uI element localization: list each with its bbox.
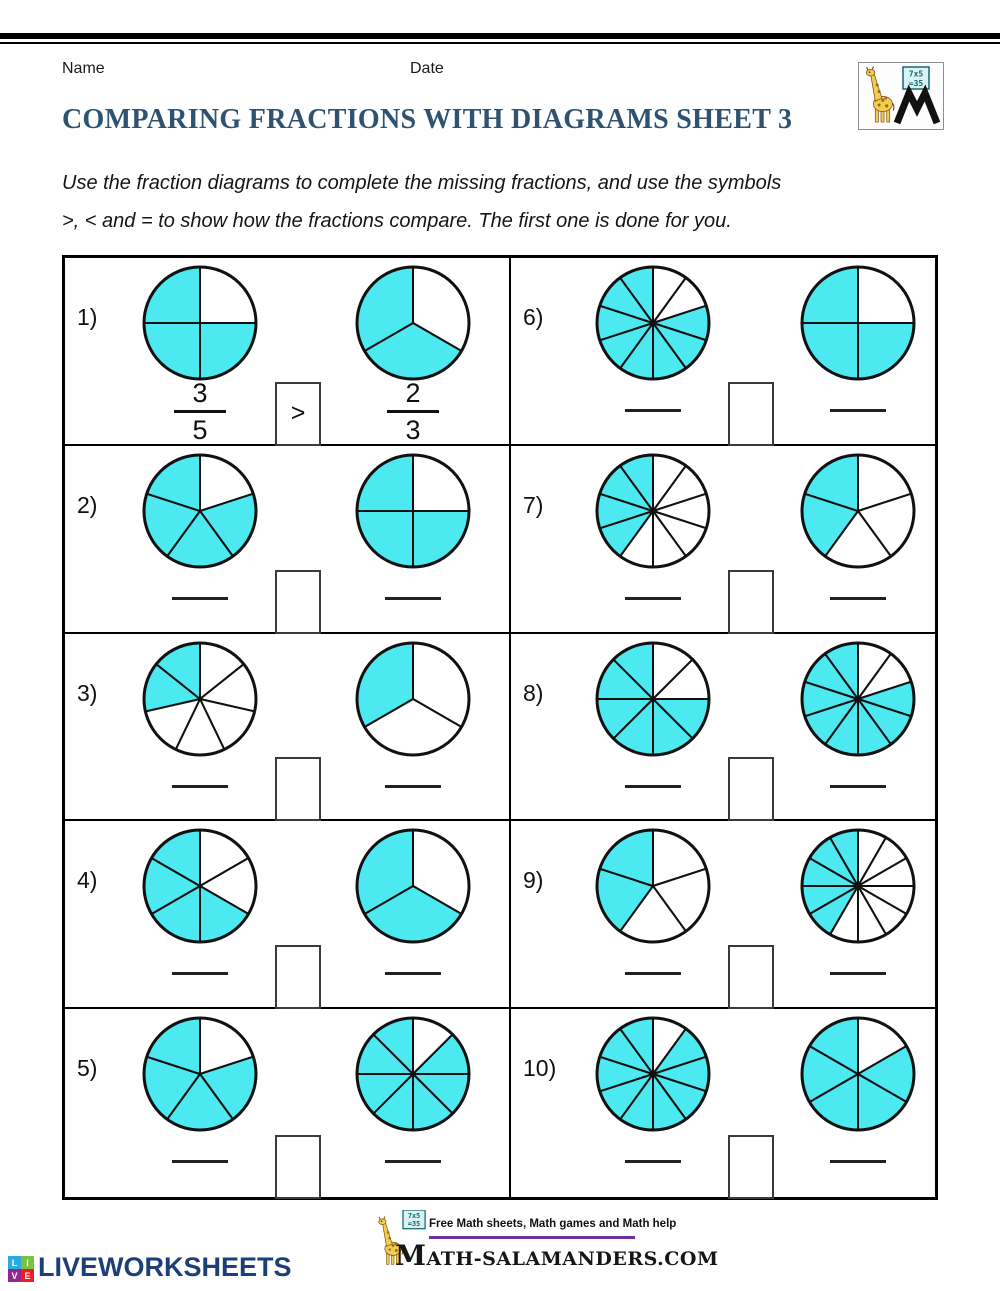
fraction-diagram bbox=[353, 826, 473, 946]
fraction-answer-blank[interactable] bbox=[625, 785, 681, 788]
fraction-numerator: 2 bbox=[405, 378, 421, 408]
top-rule-thick bbox=[0, 33, 1000, 39]
fraction-pie bbox=[593, 1014, 713, 1134]
problem-number: 6) bbox=[523, 304, 544, 330]
problem-cell bbox=[65, 821, 511, 1007]
problems-table bbox=[62, 255, 938, 1200]
math-salamanders-corner-logo bbox=[858, 62, 944, 130]
problem-cell bbox=[65, 1009, 511, 1197]
fraction-bar bbox=[387, 410, 439, 413]
problem-number: 3) bbox=[77, 679, 98, 706]
problem-number: 9) bbox=[523, 867, 544, 894]
fraction-answer-blank[interactable] bbox=[830, 1160, 886, 1163]
fraction-pie bbox=[140, 451, 260, 571]
fraction-diagram bbox=[593, 1014, 713, 1134]
brand-tile-e: E bbox=[21, 1269, 34, 1282]
svg-text:=35: =35 bbox=[407, 1220, 421, 1229]
comparison-answer-box[interactable] bbox=[275, 945, 321, 1009]
comparison-answer-box[interactable] bbox=[275, 570, 321, 634]
fraction-diagram bbox=[593, 451, 713, 571]
fraction-denominator: 3 bbox=[405, 415, 421, 445]
brand-tile-v: V bbox=[8, 1269, 21, 1282]
fraction-pie bbox=[798, 451, 918, 571]
problem-cell bbox=[511, 821, 935, 1007]
fraction-pie bbox=[353, 451, 473, 571]
fraction-answer-blank[interactable] bbox=[172, 785, 228, 788]
fraction-answer-blank[interactable] bbox=[830, 409, 886, 412]
instructions-line-2: >, < and = to show how the fractions compare. The first one is done for you. bbox=[62, 210, 732, 232]
fraction-diagram bbox=[798, 451, 918, 571]
problem-number: 7) bbox=[523, 491, 544, 518]
fraction-pie bbox=[593, 451, 713, 571]
fraction-diagram bbox=[353, 263, 473, 383]
footer-tagline: Free Math sheets, Math games and Math help bbox=[429, 1218, 677, 1230]
problem-number: 2) bbox=[77, 491, 98, 518]
fraction-answer-blank[interactable] bbox=[385, 785, 441, 788]
fraction-pie bbox=[593, 263, 713, 383]
fraction-answer-blank[interactable] bbox=[625, 972, 681, 975]
fraction-answer-blank[interactable] bbox=[172, 972, 228, 975]
fraction-pie bbox=[140, 263, 260, 383]
comparison-answer-box[interactable] bbox=[728, 1135, 774, 1199]
fraction-diagram bbox=[140, 451, 260, 571]
fraction-answer-blank[interactable] bbox=[385, 1160, 441, 1163]
problem-row bbox=[65, 258, 935, 446]
comparison-answer-box[interactable] bbox=[728, 570, 774, 634]
fraction-pie bbox=[798, 1014, 918, 1134]
date-label: Date bbox=[410, 60, 444, 77]
fraction-answer-blank[interactable] bbox=[172, 597, 228, 600]
fraction-diagram bbox=[353, 451, 473, 571]
problem-row bbox=[65, 1009, 935, 1197]
problem-row bbox=[65, 634, 935, 822]
fraction-answer-blank[interactable] bbox=[172, 1160, 228, 1163]
fraction-diagram bbox=[593, 639, 713, 759]
fraction-diagram bbox=[798, 263, 918, 383]
fraction-diagram bbox=[140, 826, 260, 946]
instructions-line-1: Use the fraction diagrams to complete the missing fractions, and use the symbols bbox=[62, 172, 782, 194]
fraction-pie bbox=[353, 1014, 473, 1134]
fraction-pie bbox=[593, 826, 713, 946]
problem-cell bbox=[511, 634, 935, 820]
problem-number: 4) bbox=[77, 867, 98, 894]
problem-cell bbox=[511, 258, 935, 444]
svg-text:7x5: 7x5 bbox=[407, 1212, 421, 1221]
svg-text:7x5: 7x5 bbox=[908, 69, 924, 79]
name-label: Name bbox=[62, 60, 105, 77]
salamanders-m-icon bbox=[897, 93, 937, 123]
math-salamanders-footer-logo bbox=[375, 1210, 719, 1272]
fraction-pie bbox=[140, 826, 260, 946]
problem-row bbox=[65, 821, 935, 1009]
brand-tile-i: I bbox=[21, 1256, 34, 1269]
comparison-symbol: > bbox=[290, 399, 306, 428]
sum-board-icon bbox=[403, 1210, 425, 1229]
fraction-diagram bbox=[140, 1014, 260, 1134]
comparison-answer-box bbox=[275, 382, 321, 446]
fraction-answer-blank[interactable] bbox=[385, 972, 441, 975]
problem-cell bbox=[511, 1009, 935, 1197]
fraction-denominator: 5 bbox=[192, 415, 208, 445]
fraction-diagram bbox=[798, 1014, 918, 1134]
fraction-answer-blank[interactable] bbox=[625, 1160, 681, 1163]
problem-cell bbox=[65, 258, 511, 444]
giraffe-icon bbox=[866, 66, 894, 122]
fraction-answer-blank[interactable] bbox=[830, 597, 886, 600]
fraction-diagram bbox=[593, 826, 713, 946]
fraction-diagram bbox=[798, 639, 918, 759]
fraction-numerator: 3 bbox=[192, 378, 208, 408]
fraction-pie bbox=[798, 639, 918, 759]
problem-number: 10) bbox=[523, 1055, 557, 1082]
svg-text:=35: =35 bbox=[908, 79, 924, 88]
problem-cell bbox=[65, 446, 511, 632]
fraction-label bbox=[383, 379, 443, 444]
comparison-answer-box[interactable] bbox=[275, 1135, 321, 1199]
fraction-answer-blank[interactable] bbox=[830, 972, 886, 975]
fraction-pie bbox=[140, 639, 260, 759]
comparison-answer-box[interactable] bbox=[728, 382, 774, 446]
fraction-diagram bbox=[140, 263, 260, 383]
fraction-answer-blank[interactable] bbox=[625, 409, 681, 412]
fraction-pie bbox=[353, 263, 473, 383]
problem-number: 5) bbox=[77, 1055, 98, 1082]
footer-site-text: MATH-SALAMANDERS.COM bbox=[395, 1239, 719, 1272]
fraction-diagram bbox=[593, 263, 713, 383]
fraction-answer-blank[interactable] bbox=[385, 597, 441, 600]
fraction-diagram bbox=[140, 639, 260, 759]
fraction-pie bbox=[798, 263, 918, 383]
comparison-answer-box[interactable] bbox=[275, 757, 321, 821]
problem-row bbox=[65, 446, 935, 634]
problem-cell bbox=[65, 634, 511, 820]
fraction-diagram bbox=[353, 639, 473, 759]
fraction-diagram bbox=[798, 826, 918, 946]
problem-number: 8) bbox=[523, 679, 544, 706]
fraction-pie bbox=[798, 826, 918, 946]
top-rule-thin bbox=[0, 42, 1000, 44]
fraction-pie bbox=[353, 826, 473, 946]
fraction-pie bbox=[140, 1014, 260, 1134]
liveworksheets-wordmark: LIVEWORKSHEETS bbox=[38, 1252, 292, 1282]
problem-number: 1) bbox=[77, 304, 98, 330]
page-title: COMPARING FRACTIONS WITH DIAGRAMS SHEET 3 bbox=[62, 104, 793, 135]
fraction-answer-blank[interactable] bbox=[625, 597, 681, 600]
fraction-answer-blank[interactable] bbox=[830, 785, 886, 788]
fraction-pie bbox=[353, 639, 473, 759]
comparison-answer-box[interactable] bbox=[728, 945, 774, 1009]
fraction-diagram bbox=[353, 1014, 473, 1134]
comparison-answer-box[interactable] bbox=[728, 757, 774, 821]
brand-tile-l: L bbox=[8, 1256, 21, 1269]
liveworksheets-icon bbox=[8, 1256, 34, 1282]
problem-cell bbox=[511, 446, 935, 632]
fraction-label bbox=[170, 379, 230, 444]
fraction-bar bbox=[174, 410, 226, 413]
fraction-pie bbox=[593, 639, 713, 759]
